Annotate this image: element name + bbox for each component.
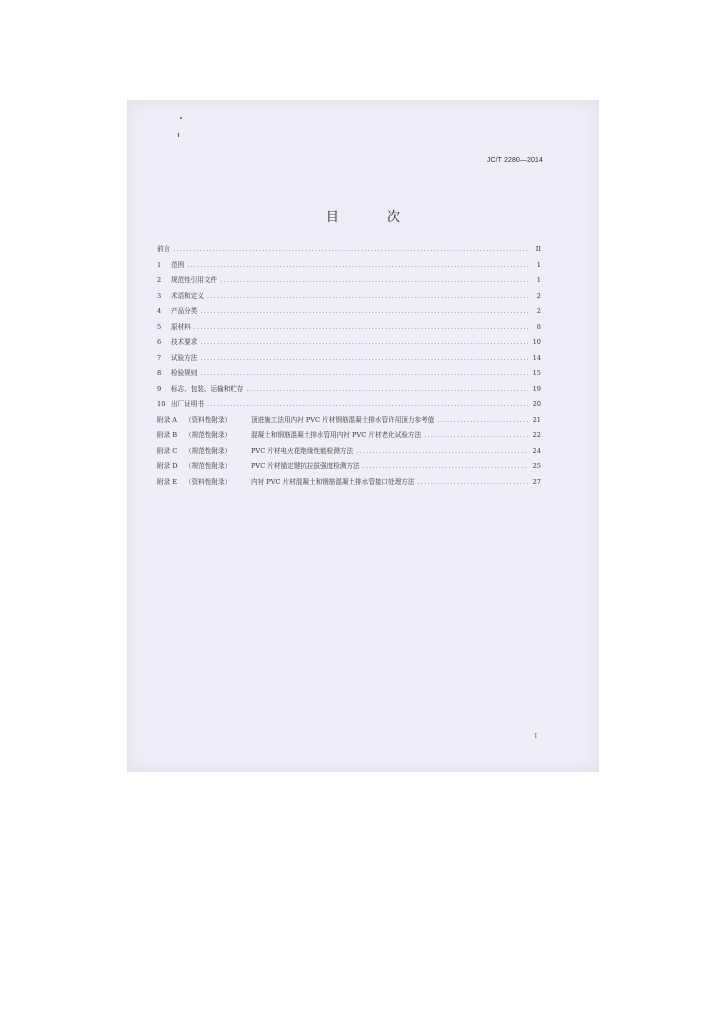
annex-label: 附录 E: [157, 477, 178, 486]
toc-entry-page: 14: [532, 353, 541, 362]
toc-leader-dots: [194, 323, 528, 331]
annex-type: （规范性附录）: [185, 462, 232, 470]
toc-entry-number: 3: [157, 291, 162, 300]
toc-entry-number: 6: [157, 338, 162, 346]
annex-label: 附录 A: [157, 415, 178, 424]
scan-speck: [178, 133, 179, 137]
toc-leader-dots: [207, 292, 528, 300]
toc-leader-dots: [200, 369, 528, 377]
toc-entry[interactable]: [157, 398, 541, 414]
toc-entry-number: 9: [157, 384, 162, 393]
toc-entry-page: 10: [532, 338, 541, 346]
toc-entry-text: 出厂证明书: [171, 400, 204, 408]
toc-entry-text: 检验规则: [171, 369, 198, 377]
toc-entry-text: 前言: [157, 245, 171, 253]
toc-annex-entry[interactable]: [157, 429, 541, 445]
toc-leader-dots: [200, 307, 528, 315]
annex-title: 顶进施工法用内衬 PVC 片材钢筋混凝土排水管许用顶力参考值: [251, 415, 435, 424]
toc-entry-text: 规范性引用文件: [171, 276, 218, 284]
toc-entry-text: 试验方法: [171, 353, 198, 362]
toc-leader-dots: [437, 416, 528, 424]
annex-label: 附录 C: [157, 446, 178, 455]
toc-leader-dots: [173, 245, 528, 253]
toc-entry-text: 产品分类: [171, 307, 198, 315]
page-number: I: [534, 733, 537, 740]
toc-entry-number: 10: [157, 400, 166, 408]
annex-page: 27: [532, 477, 541, 486]
annex-type: （资料性附录）: [185, 477, 232, 486]
toc-entry-text: 范围: [171, 260, 185, 269]
toc-leader-dots: [200, 338, 528, 346]
annex-title: PVC 片材锚定键抗拉拔强度检测方法: [251, 462, 360, 470]
toc-entry[interactable]: [157, 321, 541, 337]
toc-entry-text: 技术要求: [171, 338, 198, 346]
toc-entry-number: 8: [157, 369, 162, 377]
toc-entry[interactable]: [157, 243, 541, 259]
annex-type: （资料性附录）: [185, 415, 232, 424]
toc-entry[interactable]: [157, 383, 541, 399]
toc-entry[interactable]: [157, 367, 541, 383]
toc-leader-dots: [220, 276, 528, 284]
toc-annex-entry[interactable]: [157, 445, 541, 461]
toc-entry-page: 19: [532, 384, 541, 393]
toc-entry-text: 术语和定义: [171, 291, 204, 300]
toc-entry-number: 2: [157, 276, 162, 284]
toc-leader-dots: [418, 478, 529, 486]
toc-annex-entry[interactable]: [157, 476, 541, 492]
annex-page: 22: [532, 431, 541, 439]
toc-leader-dots: [424, 431, 528, 439]
annex-title: PVC 片材电火花绝缘性能检测方法: [251, 446, 354, 455]
toc-leader-dots: [207, 400, 528, 408]
toc-entry-page: 1: [536, 260, 541, 269]
toc-entry[interactable]: [157, 290, 541, 306]
toc-entry-text: 原材料: [171, 322, 191, 331]
toc-entry-page: 2: [536, 307, 541, 315]
toc-entry[interactable]: [157, 352, 541, 368]
toc-entry[interactable]: [157, 336, 541, 352]
toc-entry[interactable]: [157, 274, 541, 290]
toc-entry-page: 1: [536, 276, 541, 284]
page-title: 目 次: [325, 210, 423, 225]
scan-speck: [180, 117, 182, 119]
toc-entry-page: 20: [532, 400, 541, 408]
toc-entry-page: 8: [536, 322, 541, 331]
toc-entry-number: 4: [157, 307, 162, 315]
toc-entry-number: 5: [157, 322, 162, 331]
toc-entry-page: II: [535, 245, 541, 253]
table-of-contents: [157, 243, 541, 491]
toc-leader-dots: [247, 385, 528, 393]
annex-label: 附录 D: [157, 462, 178, 470]
standard-code: JC/T 2280—2014: [486, 157, 543, 164]
toc-entry-text: 标志、包装、运输和贮存: [171, 384, 244, 393]
toc-annex-entry[interactable]: [157, 414, 541, 430]
toc-entry-page: 15: [532, 369, 541, 377]
annex-title: 混凝土和钢筋混凝土排水管用内衬 PVC 片材老化试验方法: [251, 431, 422, 439]
annex-label: 附录 B: [157, 431, 178, 439]
toc-annex-entry[interactable]: [157, 460, 541, 476]
annex-page: 24: [532, 446, 541, 455]
toc-entry-page: 2: [536, 291, 541, 300]
annex-type: （规范性附录）: [185, 446, 232, 455]
document-page: [127, 100, 599, 772]
annex-type: （规范性附录）: [185, 431, 232, 439]
toc-entry[interactable]: [157, 305, 541, 321]
toc-leader-dots: [363, 462, 528, 470]
toc-entry[interactable]: [157, 259, 541, 275]
toc-leader-dots: [200, 354, 528, 362]
toc-leader-dots: [356, 447, 528, 455]
annex-page: 25: [532, 462, 541, 470]
toc-leader-dots: [187, 261, 528, 269]
toc-entry-number: 7: [157, 353, 162, 362]
annex-page: 21: [532, 415, 541, 424]
annex-title: 内衬 PVC 片材混凝土和钢筋混凝土排水管接口处理方法: [251, 477, 415, 486]
toc-entry-number: 1: [157, 260, 162, 269]
